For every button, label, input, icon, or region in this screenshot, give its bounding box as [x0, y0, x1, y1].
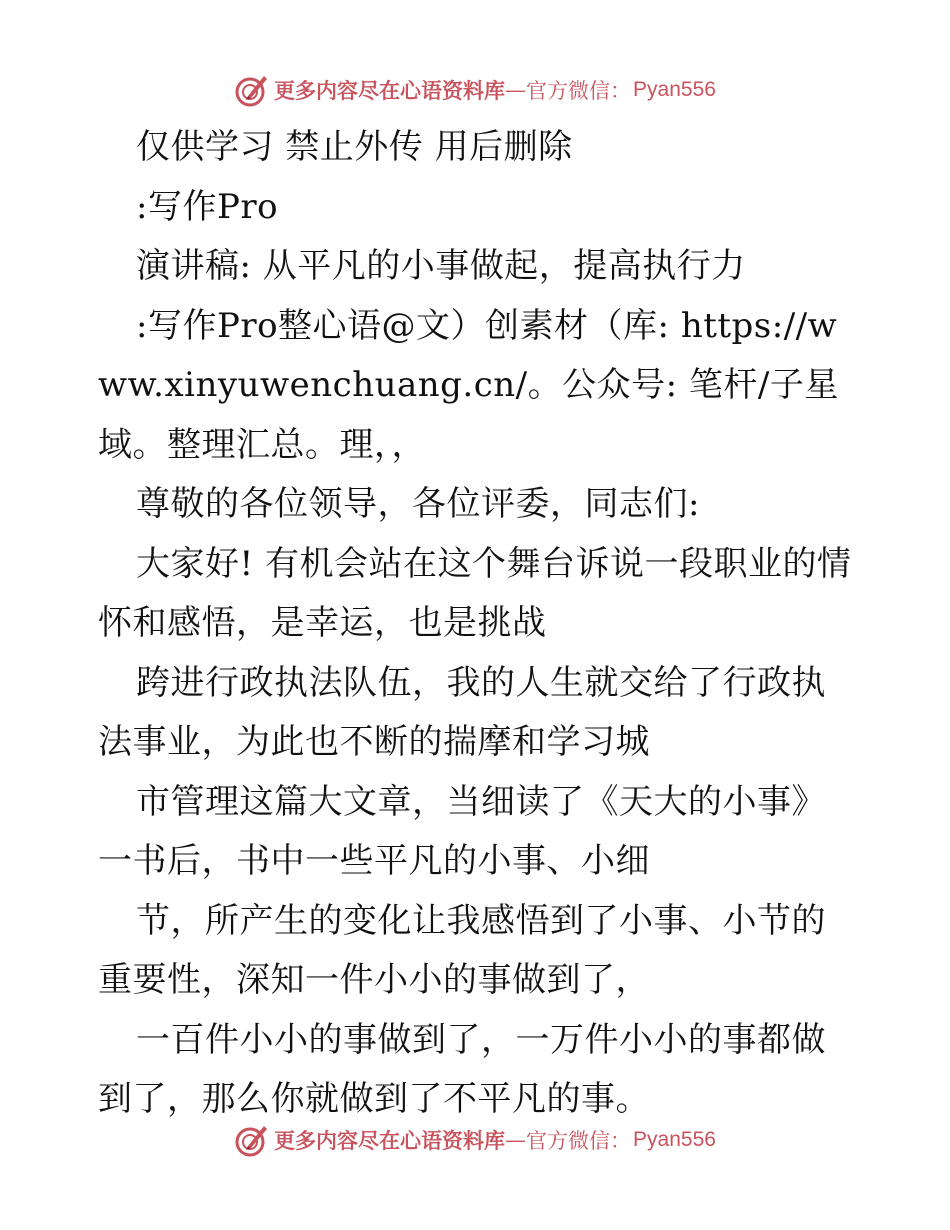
paragraph: 市管理这篇大文章，当细读了《天大的小事》一书后，书中一些平凡的小事、小细 [98, 781, 826, 881]
banner-dash: — [505, 1128, 527, 1152]
footer-banner [0, 1120, 950, 1160]
header-banner [0, 70, 950, 110]
paragraph: :写作Pro整心语@文）创素材（库: https://www.xinyuwenchuang.cn/。公众号: 笔杆/子星域。整理汇总。理，， [98, 305, 839, 465]
paragraph: 大家好! 有机会站在这个舞台诉说一段职业的情怀和感悟，是幸运，也是挑战 [98, 543, 852, 643]
paragraph: 尊敬的各位领导，各位评委，同志们: [136, 484, 700, 524]
paragraph: 演讲稿: 从平凡的小事做起，提高执行力 [136, 246, 746, 286]
banner-wechat-id: Pyan556 [633, 1128, 716, 1151]
banner-main-text: 更多内容尽在心语资料库 [274, 78, 506, 103]
banner-main-text: 更多内容尽在心语资料库 [274, 1128, 506, 1153]
quill-logo-icon [234, 72, 270, 108]
banner-label: 官方微信： [526, 1129, 632, 1153]
paragraph: 一百件小小的事做到了，一万件小小的事都做到了，那么你就做到了不平凡的事。 [98, 1019, 826, 1119]
paragraph: 仅供学习 禁止外传 用后删除 [136, 127, 573, 167]
banner-label: 官方微信： [526, 79, 632, 103]
banner-dash: — [505, 78, 527, 102]
paragraph: 节，所产生的变化让我感悟到了小事、小节的重要性，深知一件小小的事做到了， [98, 900, 826, 1000]
paragraph: 跨进行政执法队伍，我的人生就交给了行政执法事业，为此也不断的揣摩和学习城 [98, 662, 826, 762]
document-body [98, 118, 854, 1130]
banner-wechat-id: Pyan556 [633, 78, 716, 101]
quill-logo-icon [234, 1122, 270, 1158]
paragraph: :写作Pro [136, 186, 279, 227]
